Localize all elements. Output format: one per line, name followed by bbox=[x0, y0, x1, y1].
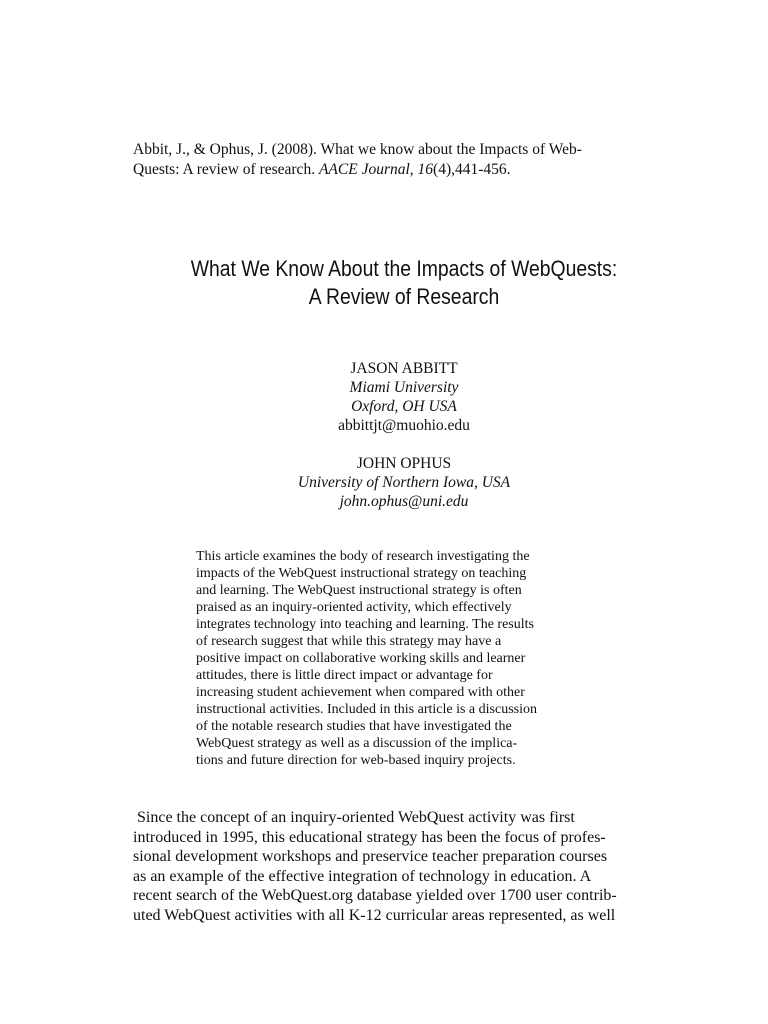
abstract-line: of the notable research studies that have investigated the bbox=[196, 719, 512, 734]
abstract-line: attitudes, there is little direct impact or advantage for bbox=[196, 668, 493, 683]
abstract-line: instructional activities. Included in this article is a discussion bbox=[196, 702, 537, 717]
abstract-line: positive impact on collaborative working skills and learner bbox=[196, 651, 526, 666]
body-line: recent search of the WebQuest.org database yielded over 1700 user contrib- bbox=[133, 887, 617, 904]
abstract-line: This article examines the body of research investigating the bbox=[196, 549, 530, 564]
citation-text: Quests: A review of research. bbox=[133, 161, 319, 178]
author-block-1 bbox=[0, 359, 768, 435]
body-line: sional development workshops and preservice teacher preparation courses bbox=[133, 848, 608, 865]
body-line: as an example of the effective integration of technology in education. A bbox=[133, 867, 592, 885]
citation-line-2 bbox=[133, 160, 663, 180]
citation-issue-pages: (4),441-456. bbox=[433, 161, 511, 178]
body-paragraph bbox=[133, 808, 673, 925]
title-line-1: What We Know About the Impacts of WebQuests: bbox=[190, 256, 618, 281]
author-affiliation: University of Northern Iowa, USA bbox=[297, 474, 511, 491]
abstract-line: integrates technology into teaching and learning. The results bbox=[196, 617, 534, 632]
article-title bbox=[48, 255, 759, 311]
abstract bbox=[196, 548, 616, 769]
body-line: Since the concept of an inquiry-oriented WebQuest activity was first bbox=[133, 809, 575, 826]
citation bbox=[133, 140, 663, 180]
author-location: Oxford, OH USA bbox=[351, 398, 457, 415]
citation-line-1: Abbit, J., & Ophus, J. (2008). What we know about the Impacts of Web- bbox=[133, 141, 582, 158]
abstract-line: of research suggest that while this strategy may have a bbox=[196, 634, 502, 649]
body-line: introduced in 1995, this educational strategy has been the focus of profes- bbox=[133, 828, 606, 846]
author-affiliation: Miami University bbox=[349, 379, 459, 396]
abstract-line: WebQuest strategy as well as a discussion of the implica- bbox=[196, 736, 518, 751]
journal-name: AACE Journal, 16 bbox=[318, 161, 434, 178]
author-name: JOHN OPHUS bbox=[356, 455, 452, 472]
title-line-2: A Review of Research bbox=[308, 284, 500, 309]
abstract-line: impacts of the WebQuest instructional strategy on teaching bbox=[196, 566, 527, 581]
author-email: abbittjt@muohio.edu bbox=[338, 417, 470, 434]
author-block-2 bbox=[0, 454, 768, 511]
abstract-line: and learning. The WebQuest instructional strategy is often bbox=[196, 583, 522, 598]
abstract-line: increasing student achievement when compared with other bbox=[196, 685, 525, 700]
body-line: uted WebQuest activities with all K-12 curricular areas represented, as well bbox=[133, 906, 616, 924]
author-name: JASON ABBITT bbox=[350, 360, 458, 377]
abstract-line: tions and future direction for web-based inquiry projects. bbox=[196, 753, 516, 768]
abstract-line: praised as an inquiry-oriented activity, which effectively bbox=[196, 600, 512, 615]
author-email: john.ophus@uni.edu bbox=[339, 493, 469, 510]
